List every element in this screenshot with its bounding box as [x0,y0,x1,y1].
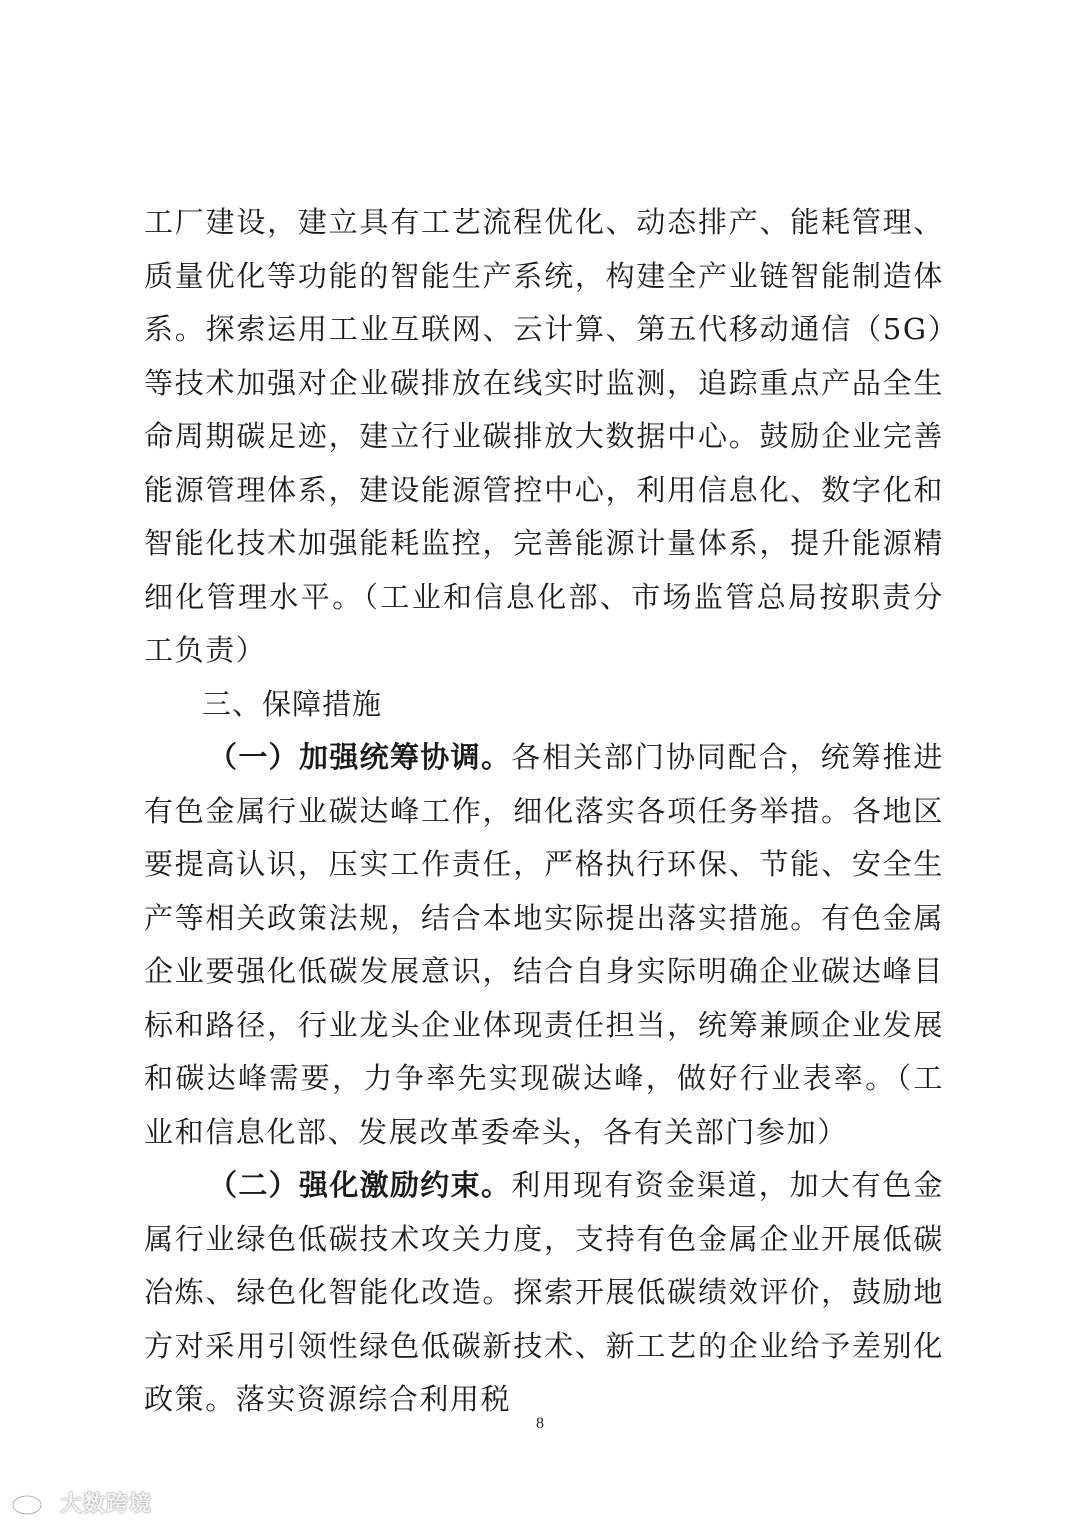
subsection-1 [144,731,944,1159]
weibo-logo-icon [10,1487,54,1517]
paragraph-continued: 工厂建设，建立具有工艺流程优化、动态排产、能耗管理、质量优化等功能的智能生产系统，构建全产业链智能制造体系。探索运用工业互联网、云计算、第五代移动通信（5G）等技术加强对企业碳排放在线实时监测，追踪重点产品全生命周期碳足迹，建立行业碳排放大数据中心。鼓励企业完善能源管理体系，建设能源管控中心，利用信息化、数字化和智能化技术加强能耗监控，完善能源计量体系，提升能源精细化管理水平。（工业和信息化部、市场监管总局按职责分工负责） [144,205,944,667]
subsection-2-title: （二）强化激励约束。 [208,1168,512,1202]
subsection-1-title: （一）加强统筹协调。 [208,740,512,774]
section-heading: 三、保障措施 [202,686,383,721]
watermark [10,1485,152,1519]
subsection-1-body: 各相关部门协同配合，统筹推进有色金属行业碳达峰工作，细化落实各项任务举措。各地区要提高认识，压实工作责任，严格执行环保、节能、安全生产等相关政策法规，结合本地实际提出落实措施。有色金属企业要强化低碳发展意识，结合自身实际明确企业碳达峰目标和路径，行业龙头企业体现责任担当，统筹兼顾企业发展和碳达峰需要，力争率先实现碳达峰，做好行业表率。（工业和信息化部、发展改革委牵头，各有关部门参加） [144,740,944,1149]
subsection-2-body: 利用现有资金渠道，加大有色金属行业绿色低碳技术攻关力度，支持有色金属企业开展低碳冶炼、绿色化智能化改造。探索开展低碳绩效评价，鼓励地方对采用引领性绿色低碳新技术、新工艺的企业给予差别化政策。落实资源综合利用税 [144,1168,944,1416]
subsection-2 [144,1159,944,1427]
page-number: 8 [536,1415,544,1432]
document-body [144,196,944,1427]
watermark-text: 大数跨境 [60,1491,153,1517]
